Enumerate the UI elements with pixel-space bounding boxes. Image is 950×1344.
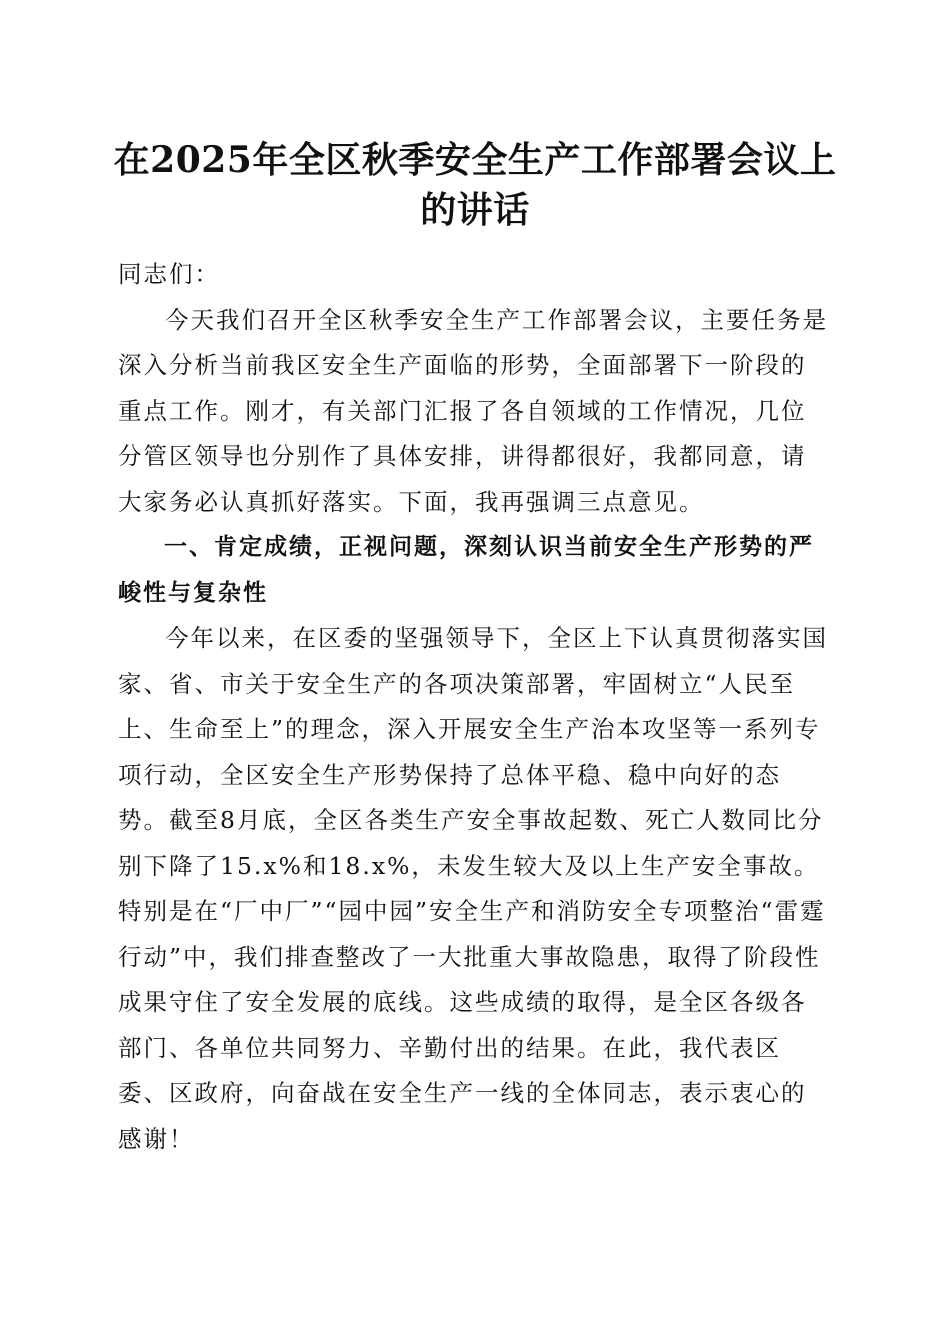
section-heading-1: 一、肯定成绩，正视问题，深刻认识当前安全生产形势的严峻性与复杂性 <box>118 534 814 606</box>
document-body <box>118 252 830 1162</box>
title-line-1: 在2025年全区秋季安全生产工作部署会议上 <box>113 139 837 181</box>
salutation: 同志们： <box>118 260 220 288</box>
paragraph-achievements: 今年以来，在区委的坚强领导下，全区上下认真贯彻落实国家、省、市关于安全生产的各项决策部署，牢固树立“人民至上、生命至上”的理念，深入开展安全生产治本攻坚等一系列专项行动，全区安全生产形势保持了总体平稳、稳中向好的态势。截至8月底，全区各类生产安全事故起数、死亡人数同比分别下降了15.x%和18.x%，未发生较大及以上生产安全事故。特别是在“厂中厂”“园中园”安全生产和消防安全专项整治“雷霆行动”中，我们排查整改了一大批重大事故隐患，取得了阶段性成果守住了安全发展的底线。这些成绩的取得，是全区各级各部门、各单位共同努力、辛勤付出的结果。在此，我代表区委、区政府，向奋战在安全生产一线的全体同志，表示衷心的感谢！ <box>118 624 828 1153</box>
paragraph-intro: 今天我们召开全区秋季安全生产工作部署会议，主要任务是深入分析当前我区安全生产面临的形势，全面部署下一阶段的重点工作。刚才，有关部门汇报了各自领域的工作情况，几位分管区领导也分别作了具体安排，讲得都很好，我都同意，请大家务必认真抓好落实。下面，我再强调三点意见。 <box>118 305 828 516</box>
page-title <box>110 135 840 235</box>
title-line-2: 的讲话 <box>420 189 530 231</box>
